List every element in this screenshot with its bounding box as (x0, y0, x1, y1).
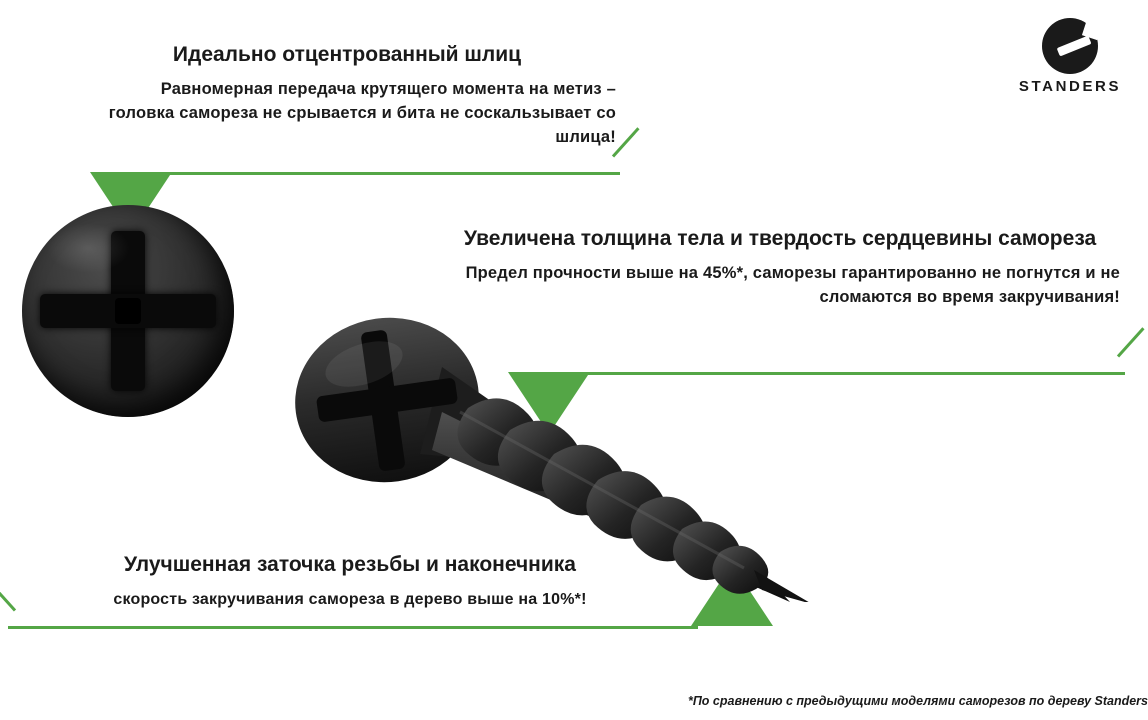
callout-1-heading: Идеально отцентрованный шлиц (172, 43, 522, 66)
brand-logo (1010, 18, 1130, 95)
standers-disc-icon (1042, 18, 1098, 74)
screw-body-svg (292, 272, 892, 602)
callout-3-body: скорость закручивания самореза в дерево выше на 10%*! (113, 590, 587, 608)
drywall-screw-side-icon (292, 272, 892, 602)
screw-head-highlight (46, 223, 130, 273)
brand-name: STANDERS (1018, 78, 1122, 95)
callout-3-heading: Улучшенная заточка резьбы и наконечника (124, 553, 576, 576)
phillips-screw-head-icon (22, 205, 234, 417)
callout-2-heading: Увеличена толщина тела и твердость сердцевины самореза (463, 227, 1097, 250)
callout-3-rule (8, 626, 698, 629)
callout-centered-slot (96, 42, 616, 150)
callout-1-body: Равномерная передача крутящего момента на метиз – головка самореза не срывается и бита не соскальзывает со шлица! (108, 79, 616, 146)
footnote-text: *По сравнению с предыдущими моделями саморезов по дереву Standers (687, 694, 1148, 708)
callout-2-body: Предел прочности выше на 45%*, саморезы гарантированно не погнутся и не сломаются во время закручивания! (465, 263, 1120, 306)
screw-head-slot-center (115, 298, 141, 324)
callout-1-rule (100, 172, 620, 175)
